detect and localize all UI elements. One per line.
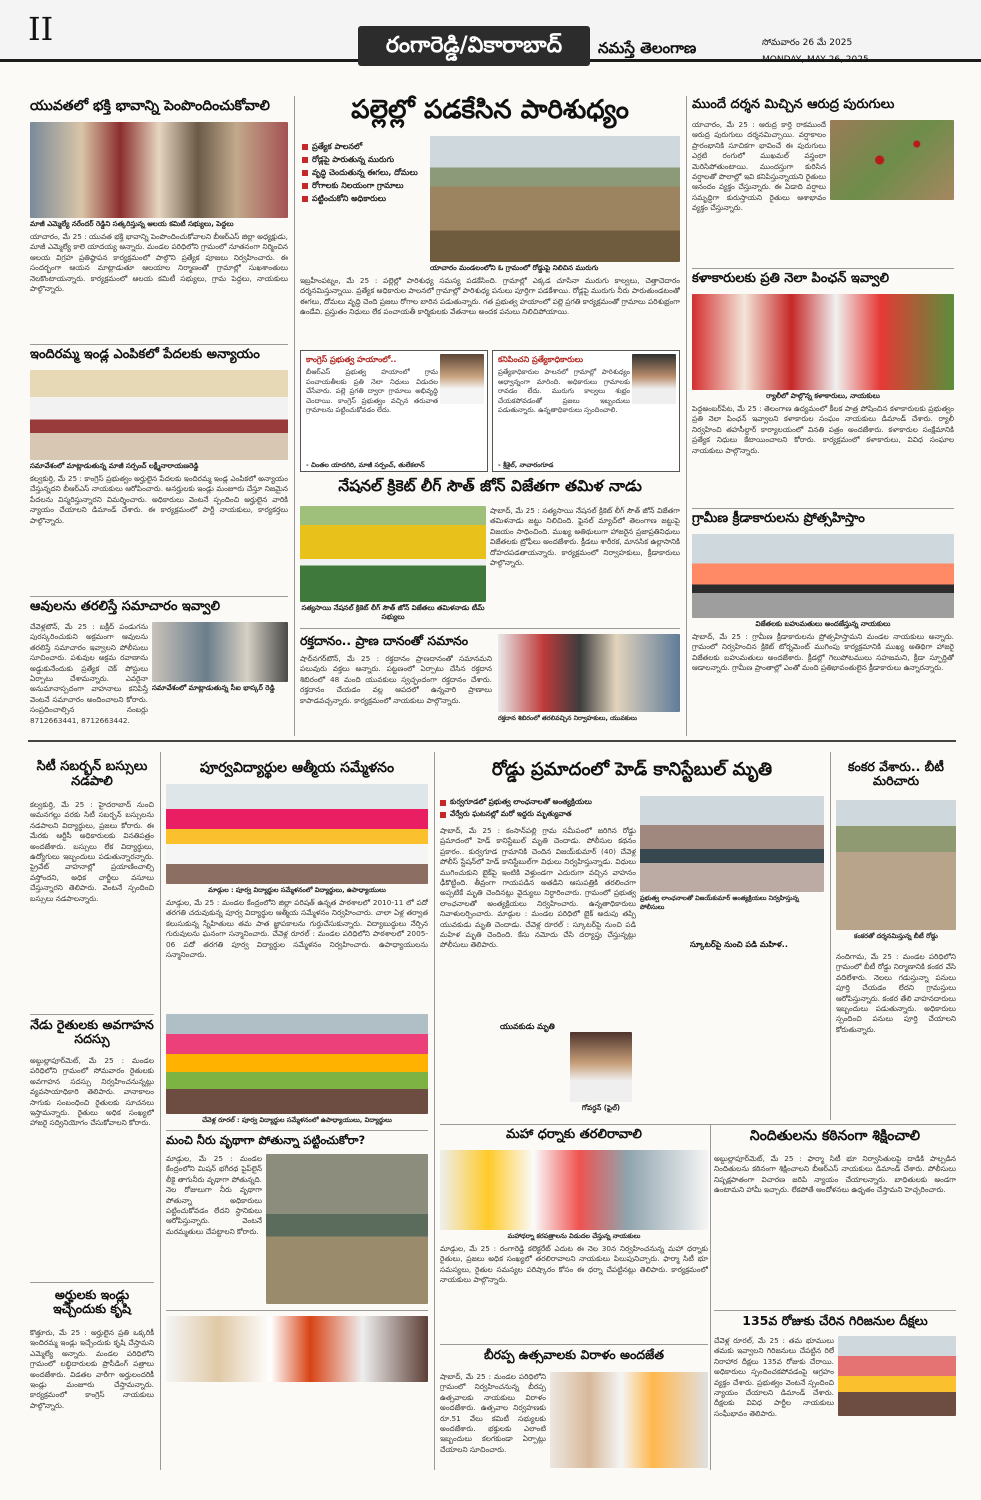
cricket-headline: నేషనల్ క్రికెట్ లీగ్ సౌత్ జోన్ విజేతగా తమిళ నాడు <box>338 477 642 495</box>
rural-photo <box>692 534 954 618</box>
alumni-photo-1 <box>166 784 428 884</box>
water-photo <box>266 1154 428 1304</box>
blood-caption: రక్తదాన శిబిరంలో తరలివచ్చిన నిర్వాహకులు, యువకులు <box>498 715 637 722</box>
sanitation-box2-portrait <box>632 354 676 404</box>
sanitation-bullet: రోగాలకు నిలయంగా గ్రామాలు <box>302 179 427 192</box>
sanitation-photo-caption: యాచారం మండలంలోని ఓ గ్రామంలో రోడ్డుపై నిలిచిన మురుగు <box>430 264 599 272</box>
beerappa-body: షాబాద్, మే 25 : మండల పరిధిలోని గ్రామంలో నిర్వహించనున్న బీరప్ప ఉత్సవాలకు నాయకులు విరాళం అందజేశారు. ఉత్సవాల నిర్వహణకు రూ.51 వేలు కమిటీ సభ్యులకు అందజేశారు. భక్తులకు ఎలాంటి ఇబ్బందులు కలగకుండా ఏర్పాట్లు చేయాలని సూచించారు. <box>440 1372 546 1454</box>
youth-photo <box>30 122 288 218</box>
sanitation-photo <box>430 136 680 262</box>
dharna-caption: మహాధర్నా కరపత్రాలను విడుదల చేస్తున్న నాయకులు <box>507 1232 641 1240</box>
page-number: II <box>28 10 54 48</box>
beerappa-left-photo <box>166 1316 428 1382</box>
rural-headline: గ్రామీణ క్రీడాకారులను ప్రోత్సహిస్తాం <box>692 511 865 526</box>
avulu-headline: ఆవులను తరలిస్తే సమాచారం ఇవ్వాలి <box>30 599 221 614</box>
alumni-headline: పూర్వవిద్యార్థుల ఆత్మీయ సమ్మేళనం <box>199 760 395 776</box>
sanitation-body: ఇబ్రహీంపట్నం, మే 25 : పల్లెల్లో పారిశుధ్య సమస్య పడకేసింది. గ్రామాల్లో ఎక్కడ చూసినా మురుగు కాల్వలు, చెత్తాచెదారం దర్శనమిస్తున్నాయి. ప్రత్యేక అధికారుల పాలనలో గ్రామాల్లో పారిశుధ్య పనులు పూర్తిగా పడకేశాయి. రోడ్లపై మురుగు నీరు పారుతుండటంతో ఈగలు, దోమలు వృద్ధి చెంది ప్రజలు రోగాల బారిన పడుతున్నారు. గత ప్రభుత్వ హయాంలో పల్లె ప్రగతి కార్యక్రమంతో గ్రామాలు పరిశుభ్రంగా ఉండేవి. ప్రస్తుతం నిధులు లేక పంచాయతీ కార్మికులకు వేతనాలు అందక పనులు నిలిచిపోయాయి. <box>300 276 680 317</box>
constable-bullet: కుర్వగూడలో ప్రభుత్వ లాంఛనాలతో అంత్యక్రియలు <box>440 796 636 808</box>
dharna-body: మాడ్గుల, మే 25 : రంగారెడ్డి కలెక్టరేట్ ఎదుట ఈ నెల 30న నిర్వహించనున్న మహా ధర్నాకు రైతులు, ప్రజలు అధిక సంఖ్యలో తరలిరావాలని నాయకులు పిలుపునిచ్చారు. ఫార్మా సిటీ భూ సమస్యలు, రైతుల సమస్యల పరిష్కారం కోసం ఈ ధర్నా చేపట్టినట్లు తెలిపారు. కార్యక్రమంలో నాయకులు పాల్గొన్నారు. <box>440 1244 708 1285</box>
indiramma-photo <box>30 370 288 460</box>
cricket-caption: సత్యసాయి నేషనల్ క్రికెట్ లీగ్ సౌత్ జోన్ విజేతలు తమిళనాడు టీమ్ సభ్యులు <box>301 604 485 621</box>
water-headline: మంచి నీరు వృథాగా పోతున్నా పట్టించుకోరా? <box>166 1133 366 1147</box>
rural-body: షాబాద్, మే 25 : గ్రామీణ క్రీడాకారులను ప్రోత్సహిస్తామని మండల నాయకులు అన్నారు. గ్రామంలో నిర్వహించిన క్రికెట్ టోర్నమెంట్ ముగింపు కార్యక్రమానికి ముఖ్య అతిథిగా హాజరై విజేతలకు బహుమతులు అందజేశారు. క్రీడల్లో గెలుపోటములు సహజమని, క్రీడా స్ఫూర్తితో ఆడాలన్నారు. గ్రామీణ ప్రాంతాల్లో ఎంతో మంది ప్రతిభావంతులైన క్రీడాకారులు ఉన్నారన్నారు. <box>692 632 954 673</box>
youth-body: యాచారం, మే 25 : యువత భక్తి భావాన్ని పెంపొందించుకోవాలని బీఆర్ఎస్ జిల్లా అధ్యక్షుడు, మాజీ ఎమ్మెల్యే కాలె యాదయ్య అన్నారు. మండల పరిధిలోని గ్రామంలో నూతనంగా నిర్మించిన ఆలయ విగ్రహ ప్రతిష్ఠాపన కార్యక్రమంలో పాల్గొని ప్రత్యేక పూజలు నిర్వహించారు. ఈ సందర్భంగా ఆయన మాట్లాడుతూ ఆలయాల నిర్మాణంతో గ్రామాల్లో సుఖశాంతులు నెలకొంటాయన్నారు. కార్యక్రమంలో ఆలయ కమిటీ సభ్యులు, గ్రామ పెద్దలు, నాయకులు పాల్గొన్నారు. <box>30 232 288 294</box>
alumni-body: మాడ్గుల, మే 25 : మండల కేంద్రంలోని జిల్లా పరిషత్ ఉన్నత పాఠశాలలో 2010-11 లో పదో తరగతి చదువుకున్న పూర్వ విద్యార్థుల ఆత్మీయ సమ్మేళనం నిర్వహించారు. చాలా ఏళ్ల తర్వాత కలుసుకున్న స్నేహితులు తమ పాత జ్ఞాపకాలను గుర్తుచేసుకున్నారు. విద్యాబుద్ధులు నేర్పిన గురువులను ఘనంగా సన్మానించారు. చేవెళ్ల రూరల్ : మండల పరిధిలోని పాఠశాలలో 2005-06 పదో తరగతి పూర్వ విద్యార్థుల సమ్మేళనం నిర్వహించారు. ఉపాధ్యాయులను సన్మానించారు. <box>166 898 428 960</box>
buses-body: కల్వకుర్తి, మే 25 : హైదరాబాద్ నుంచి ఆమనగల్లు వరకు సిటీ సబర్బన్ బస్సులను నడపాలని విద్యార్థులు, ప్రజలు కోరారు. ఈ మేరకు ఆర్టీసీ అధికారులకు వినతిపత్రం అందజేశారు. బస్సులు లేక విద్యార్థులు, ఉద్యోగులు ఇబ్బందులు పడుతున్నారన్నారు. ప్రైవేట్ వాహనాల్లో ప్రయాణించాల్సి వస్తోందని, అధిక చార్జీలు వసూలు చేస్తున్నారని తెలిపారు. వెంటనే స్పందించి బస్సులు నడపాలన్నారు. <box>30 800 154 903</box>
alumni-photo-2 <box>166 1014 428 1114</box>
sanitation-bullet: వృద్ధి చెందుతున్న ఈగలు, దోమలు <box>302 166 427 179</box>
punish-headline: నిందితులను కఠినంగా శిక్షించాలి <box>749 1128 921 1144</box>
houses-body: కొత్తూరు, మే 25 : అర్హులైన ప్రతి ఒక్కరికీ ఇందిరమ్మ ఇండ్లు ఇచ్చేందుకు కృషి చేస్తామని ఎమ్మెల్యే అన్నారు. మండల పరిధిలోని గ్రామంలో లబ్ధిదారులకు ప్రొసీడింగ్ పత్రాలు అందజేశారు. విడతల వారీగా అర్హులందరికీ ఇండ్లు మంజూరు చేస్తామన్నారు. కార్యక్రమంలో కాంగ్రెస్ నాయకులు పాల్గొన్నారు. <box>30 1328 154 1410</box>
constable-body-cont <box>440 1034 566 1114</box>
indiramma-caption: సమావేశంలో మాట్లాడుతున్న మాజీ సర్పంచ్ లక్ష్మీనారాయణరెడ్డి <box>30 462 199 470</box>
paper-name: నమస్తే తెలంగాణ <box>598 39 697 57</box>
sanitation-box2-body: ప్రత్యేకాధికారుల పాలనలో గ్రామాల్లో పారిశుధ్యం అధ్వాన్నంగా మారింది. అధికారులు గ్రామాలకు రావడం లేదు. మురుగు కాల్వలు శుభ్రం చేయకపోవడంతో ప్రజలు ఇబ్బందులు పడుతున్నారు. ఉన్నతాధికారులు స్పందించాలి. <box>498 368 630 415</box>
tribal-headline: 135వ రోజుకు చేరిన గిరిజనుల దీక్షలు <box>742 1313 928 1328</box>
constable-victim-photo <box>570 1032 632 1102</box>
sanitation-box1-title: కాంగ్రెస్ ప్రభుత్వ హయాంలో.. <box>306 355 397 364</box>
artists-headline: కళాకారులకు ప్రతి నెలా పింఛన్ ఇవ్వాలి <box>692 271 889 286</box>
farmers-headline: నేడు రైతులకు అవగాహన సదస్సు <box>30 1017 154 1047</box>
beerappa-photo <box>550 1372 708 1468</box>
constable-sub-youth: యువకుడు మృతి <box>500 1022 555 1031</box>
birds-photo <box>830 120 954 200</box>
artists-body: పెద్దఅంబర్‌పేట, మే 25 : తెలంగాణ ఉద్యమంలో కీలక పాత్ర పోషించిన కళాకారులకు ప్రభుత్వం ప్రతి నెలా పింఛన్ ఇవ్వాలని కళాకారుల సంఘం నాయకులు డిమాండ్ చేశారు. ర్యాలీ నిర్వహించి తహసీల్దార్ కార్యాలయంలో వినతి పత్రం అందజేశారు. కళాకారుల సంక్షేమానికి ప్రత్యేక నిధులు కేటాయించాలని కోరారు. కార్యక్రమంలో కళాకారులు, వివిధ సంఘాల నాయకులు పాల్గొన్నారు. <box>692 404 954 455</box>
sanitation-box2-title: కనిపించని ప్రత్యేకాధికారులు <box>498 355 584 364</box>
constable-bullet: వేర్వేరు ఘటనల్లో మరో ఇద్దరు మృత్యువాత <box>440 808 636 820</box>
constable-headline: రోడ్డు ప్రమాదంలో హెడ్ కానిస్టేబుల్ మృతి <box>491 759 773 780</box>
gravel-body: నందిగామ, మే 25 : మండల పరిధిలోని గ్రామంలో బీటీ రోడ్డు నిర్మాణానికి కంకర వేసి వదిలేశారు. నెలలు గడుస్తున్నా పనులు పూర్తి చేయడం లేదని గ్రామస్తులు ఆరోపిస్తున్నారు. కంకర తేలి వాహనదారులు ఇబ్బందులు పడుతున్నారు. అధికారులు స్పందించి పనులు పూర్తి చేయాలని కోరుతున్నారు. <box>836 952 956 1034</box>
sanitation-bullet: రోడ్లపై పారుతున్న మురుగు <box>302 153 427 166</box>
constable-bullets <box>440 796 636 820</box>
buses-headline: సిటీ సబర్బన్ బస్సులు నడపాలి <box>36 759 148 789</box>
sanitation-box1-body: బీఆర్ఎస్ ప్రభుత్వ హయాంలో గ్రామ పంచాయతీలకు ప్రతి నెలా నిధులు విడుదల చేసేవారు. పల్లె ప్రగతి ద్వారా గ్రామాలు అభివృద్ధి చెందాయి. కాంగ్రెస్ ప్రభుత్వం వచ్చిన తరువాత గ్రామాలను పట్టించుకోవడం లేదు. <box>306 368 438 415</box>
indiramma-body: కల్వకుర్తి, మే 25 : కాంగ్రెస్ ప్రభుత్వం అర్హులైన పేదలకు ఇందిరమ్మ ఇండ్ల ఎంపికలో అన్యాయం చేస్తున్నదని బీఆర్ఎస్ నాయకులు ఆరోపించారు. అనర్హులకు ఇండ్లు మంజూరు చేస్తూ నిజమైన పేదలను విస్మరిస్తున్నారని విమర్శించారు. అధికారులు వెంటనే స్పందించి అర్హులైన వారికి న్యాయం చేయాలని డిమాండ్ చేశారు. ఈ కార్యక్రమంలో పార్టీ నాయకులు, కార్యకర్తలు పాల్గొన్నారు. <box>30 474 288 525</box>
birds-body: యాచారం, మే 25 : ఆరుద్ర కార్తె రాకముందే ఆరుద్ర పురుగులు దర్శనమిచ్చాయి. వర్షాకాలం ప్రారంభానికి సూచికగా భావించే ఈ పురుగులు ఎర్రటి రంగులో ముఖమల్ వస్త్రంలా మెరిసిపోతుంటాయి. ముందస్తుగా కురిసిన వర్షాలతో పొలాల్లో ఇవి కనిపిస్తున్నాయని రైతులు ఆనందం వ్యక్తం చేస్తున్నారు. ఈ ఏడాది వర్షాలు సమృద్ధిగా కురుస్తాయని రైతులు ఆశాభావం వ్యక్తం చేస్తున్నారు. <box>692 120 826 213</box>
cricket-body: షాబాద్, మే 25 : సత్యసాయి నేషనల్ క్రికెట్ లీగ్ సౌత్ జోన్ విజేతగా తమిళనాడు జట్టు నిలిచింది. ఫైనల్ మ్యాచ్‌లో తెలంగాణ జట్టుపై విజయం సాధించింది. ముఖ్య అతిథులుగా హాజరైన ప్రజాప్రతినిధులు విజేతలకు ట్రోఫీలు అందజేశారు. క్రీడలు శారీరక, మానసిక ఉల్లాసానికి దోహదపడతాయన్నారు. కార్యక్రమంలో నిర్వాహకులు, క్రీడాకారులు పాల్గొన్నారు. <box>490 506 680 568</box>
sanitation-box2-sign: - శ్రీశైల్, నాచారంగూడ <box>498 461 554 469</box>
date-telugu: సోమవారం 26 మే 2025 <box>762 38 853 48</box>
constable-photo <box>640 796 824 892</box>
birds-body-cont <box>830 204 954 260</box>
avulu-body: చేవెళ్లటౌన్, మే 25 : బక్రీద్ పండుగను పురస్కరించుకుని అక్రమంగా ఆవులను తరలిస్తే సమాచారం ఇవ్వాలని పోలీసులు సూచించారు. పశువుల అక్రమ రవాణాను అడ్డుకునేందుకు ప్రత్యేక చెక్ పోస్టులు ఏర్పాటు చేశామన్నారు. ఎవరైనా అనుమానాస్పదంగా వాహనాలు కనిపిస్తే వెంటనే సమాచారం అందించాలని కోరారు. సంప్రదించాల్సిన నంబర్లు 8712663441, 8712663442. <box>30 622 148 725</box>
district-banner: రంగారెడ్డి/వికారాబాద్ <box>358 26 590 66</box>
sanitation-bullet: పట్టించుకోని అధికారులు <box>302 192 427 205</box>
youth-headline: యువతలో భక్తి భావాన్ని పెంపొందించుకోవాలి <box>30 98 270 114</box>
houses-headline: అర్హులకు ఇండ్లు ఇచ్చేందుకు కృషి <box>53 1287 131 1317</box>
blood-headline: రక్తదానం.. ప్రాణ దానంతో సమానం <box>300 633 469 648</box>
dharna-headline: మహా ధర్నాకు తరలిరావాలి <box>506 1127 642 1142</box>
rural-caption: విజేతలకు బహుమతులు అందజేస్తున్న నాయకులు <box>755 620 891 628</box>
artists-caption: ర్యాలీలో పాల్గొన్న కళాకారులు, నాయకులు <box>766 392 880 400</box>
water-body: మాడ్గుల, మే 25 : మండల కేంద్రంలోని మిషన్ భగీరథ పైప్‌లైన్ లీకై తాగునీరు వృథాగా పోతున్నది. నెల రోజులుగా నీరు వృథాగా పోతున్నా అధికారులు పట్టించుకోవడం లేదని స్థానికులు ఆరోపిస్తున్నారు. వెంటనే మరమ్మతులు చేపట్టాలని కోరారు. <box>166 1154 262 1236</box>
blood-body: షాద్‌నగర్‌టౌన్, మే 25 : రక్తదానం ప్రాణదానంతో సమానమని పలువురు వక్తలు అన్నారు. పట్టణంలో ఏర్పాటు చేసిన రక్తదాన శిబిరంలో 48 మంది యువకులు స్వచ్ఛందంగా రక్తదానం చేశారు. రక్తదానం చేయడం వల్ల ఆపదలో ఉన్నవారి ప్రాణాలు కాపాడవచ్చన్నారు. కార్యక్రమంలో నాయకులు పాల్గొన్నారు. <box>300 654 492 705</box>
farmers-body: అబ్దుల్లాపూర్‌మెట్, మే 25 : మండల పరిధిలోని గ్రామంలో సోమవారం రైతులకు అవగాహన సదస్సు నిర్వహించనున్నట్లు వ్యవసాయాధికారి తెలిపారు. వానాకాలం సాగుకు సంబంధించి రైతులకు సూచనలు ఇస్తామన్నారు. రైతులు అధిక సంఖ్యలో హాజరై సద్వినియోగం చేసుకోవాలని కోరారు. <box>30 1056 154 1128</box>
gravel-photo <box>836 800 956 930</box>
beerappa-headline: బీరప్ప ఉత్సవాలకు విరాళం అందజేత <box>483 1347 664 1362</box>
youth-caption: మాజీ ఎమ్మెల్యే నరేందర్ రెడ్డిని సత్కరిస్తున్న ఆలయ కమిటీ సభ్యులు, పెద్దలు <box>30 220 234 228</box>
blood-photo <box>498 634 680 712</box>
sanitation-box1-portrait <box>440 354 484 404</box>
cricket-photo <box>300 506 486 602</box>
artists-photo <box>692 294 954 390</box>
constable-body: షాబాద్, మే 25 : కంసాన్‌పల్లి గ్రామ సమీపంలో జరిగిన రోడ్డు ప్రమాదంలో హెడ్ కానిస్టేబుల్ మృతి చెందాడు. పోలీసుల కథనం ప్రకారం.. కుర్వగూడ గ్రామానికి చెందిన విజయ్‌కుమార్ (40) చేవెళ్ల పోలీస్ స్టేషన్‌లో హెడ్ కానిస్టేబుల్‌గా విధులు నిర్వహిస్తున్నాడు. విధులు ముగించుకుని బైక్‌పై ఇంటికి వెళ్తుండగా ఎదురుగా వచ్చిన వాహనం ఢీకొట్టింది. తీవ్రంగా గాయపడిన అతడిని ఆసుపత్రికి తరలించగా అప్పటికే మృతి చెందినట్లు వైద్యులు నిర్ధారించారు. గ్రామంలో ప్రభుత్వ లాంఛనాలతో అంత్యక్రియలు నిర్వహించారు. ఉన్నతాధికారులు నివాళులర్పించారు. మాడ్గుల : మండల పరిధిలో బైక్ అదుపు తప్పి యువకుడు మృతి చెందాడు. చేవెళ్ల రూరల్ : స్కూటర్‌పై నుంచి పడి మహిళ మృతి చెందింది. కేసు నమోదు చేసి దర్యాప్తు చేస్తున్నట్లు పోలీసులు తెలిపారు. <box>440 826 636 950</box>
date-english: MONDAY, MAY 26, 2025 <box>762 55 869 65</box>
constable-body-right <box>640 954 824 1112</box>
tribal-body: చేవెళ్ల రూరల్, మే 25 : తమ భూములు తమకు ఇవ్వాలని గిరిజనులు చేపట్టిన రిలే నిరాహార దీక్షలు 135వ రోజుకు చేరాయి. అధికారులు స్పందించకపోవడంపై ఆగ్రహం వ్యక్తం చేశారు. ప్రభుత్వం వెంటనే స్పందించి న్యాయం చేయాలని డిమాండ్ చేశారు. దీక్షలకు వివిధ పార్టీల నాయకులు సంఘీభావం తెలిపారు. <box>714 1336 834 1418</box>
constable-photo-label: గోవర్ధన్ (ఫైల్) <box>581 1104 621 1112</box>
tribal-photo <box>838 1336 956 1416</box>
avulu-caption: సమావేశంలో మాట్లాడుతున్న సీఐ భాస్కర్ రెడ్డి <box>152 684 275 692</box>
sanitation-bullet: ప్రత్యేక పాలనలో <box>302 140 427 153</box>
constable-caption: ప్రభుత్వ లాంఛనాలతో విజయ్‌కుమార్ అంత్యక్రియలు నిర్వహిస్తున్న పోలీసులు <box>640 895 799 911</box>
indiramma-headline: ఇందిరమ్మ ఇండ్ల ఎంపికలో పేదలకు అన్యాయం <box>30 347 260 362</box>
gravel-headline: కంకర వేశారు.. బీటీ మరిచారు <box>848 759 944 789</box>
sanitation-headline: పల్లెల్లో పడకేసిన పారిశుధ్యం <box>351 95 629 125</box>
gravel-caption: కంకరతో దర్శనమిస్తున్న బీటీ రోడ్డు <box>854 932 938 940</box>
avulu-photo <box>152 622 288 682</box>
birds-headline: ముందే దర్శన మిచ్చిన ఆరుద్ర పురుగులు <box>692 97 895 112</box>
alumni-caption-2: చేవెళ్ల రూరల్ : పూర్వ విద్యార్థుల సమ్మేళనంలో ఉపాధ్యాయులు, విద్యార్థులు <box>202 1116 392 1124</box>
punish-body: అబ్దుల్లాపూర్‌మెట్, మే 25 : ఫార్మా సిటీ భూ నిర్వాసితులపై దాడికి పాల్పడిన నిందితులను కఠినంగా శిక్షించాలని బీఆర్ఎస్ నాయకులు డిమాండ్ చేశారు. పోలీసులు నిష్పక్షపాతంగా విచారణ జరిపి న్యాయం చేయాలన్నారు. బాధితులకు అండగా ఉంటామని హామీ ఇచ్చారు. లేకపోతే ఆందోళనలు ఉధృతం చేస్తామని హెచ్చరించారు. <box>714 1154 956 1195</box>
sanitation-box1-sign: - చింతల యాదగిరి, మాజీ సర్పంచ్, తులేకలాన్ <box>306 461 425 469</box>
sanitation-bullets <box>302 140 427 205</box>
alumni-caption-1: మాడ్గుల : పూర్వ విద్యార్థుల సమ్మేళనంలో విద్యార్థులు, ఉపాధ్యాయులు <box>208 886 386 894</box>
constable-sub-woman: స్కూటర్‌పై నుంచి పడి మహిళ.. <box>690 940 788 949</box>
dharna-photo <box>440 1150 708 1230</box>
